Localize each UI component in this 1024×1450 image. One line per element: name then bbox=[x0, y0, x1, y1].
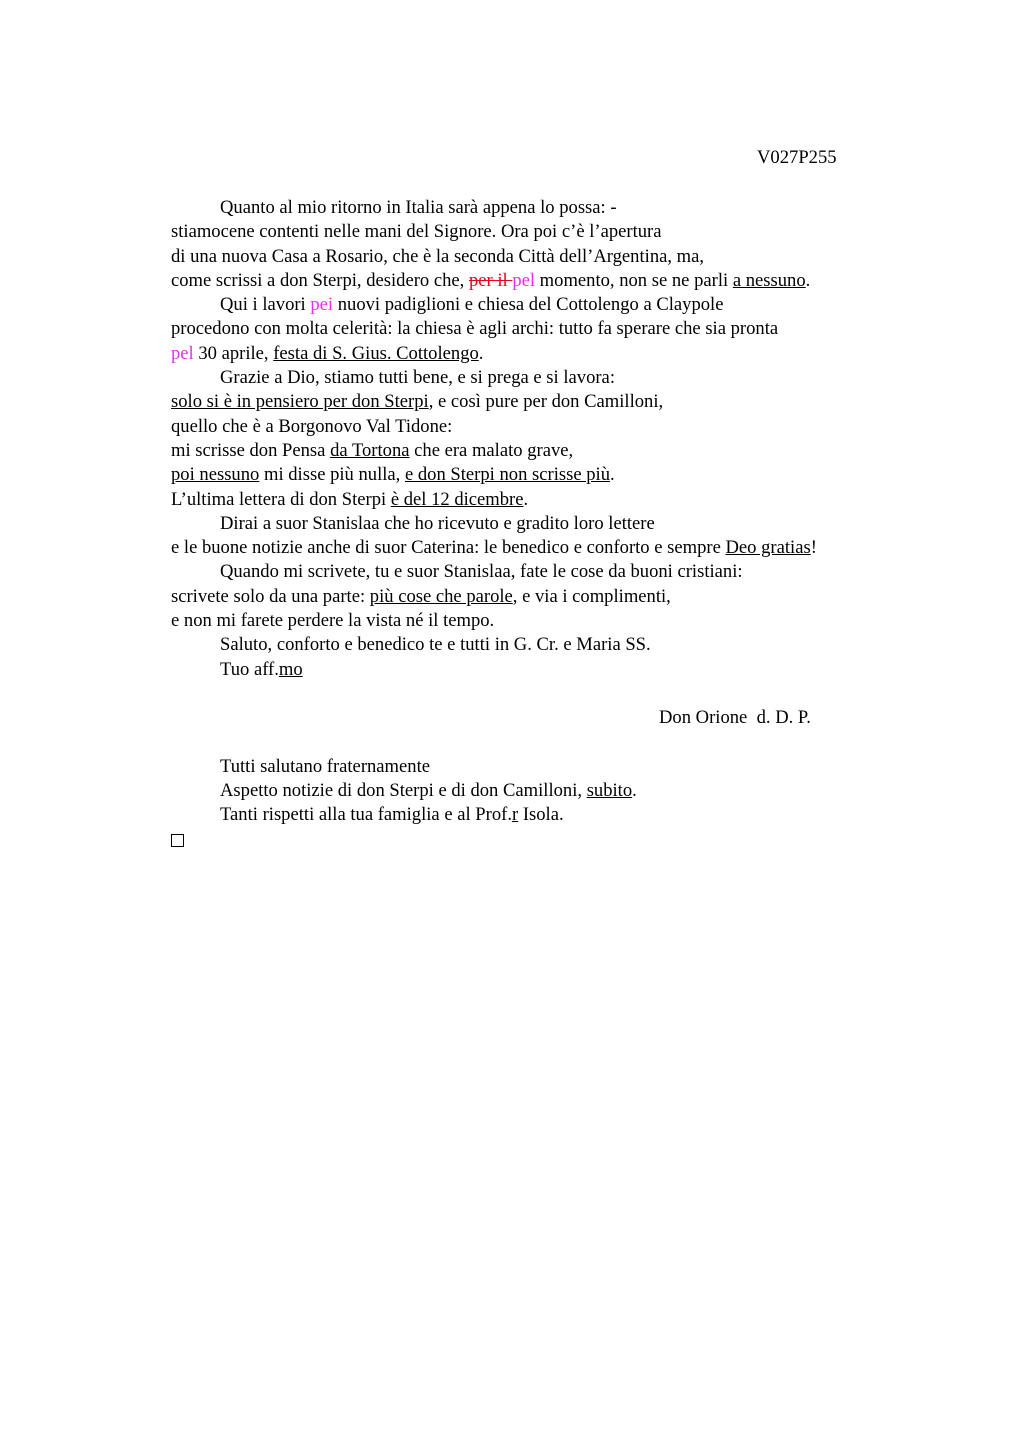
spacer bbox=[171, 682, 911, 706]
letter-line bbox=[171, 196, 911, 220]
text-run: Isola. bbox=[518, 804, 564, 826]
text-run: Tanti rispetti alla tua famiglia e al Prof. bbox=[220, 804, 512, 826]
underlined-text: Deo gratias bbox=[725, 537, 811, 559]
text-run: ! bbox=[810, 537, 817, 559]
text-run: e non mi farete perdere la vista né il tempo. bbox=[171, 610, 495, 632]
text-run: Tutti salutano fraternamente bbox=[220, 755, 430, 777]
letter-line bbox=[171, 366, 911, 390]
document-reference: V027P255 bbox=[757, 147, 837, 168]
end-marker-box-icon bbox=[171, 834, 184, 847]
text-run: procedono con molta celerità: la chiesa è agli archi: tutto fa sperare che sia pronta bbox=[171, 318, 779, 340]
text-run: . bbox=[523, 488, 529, 510]
text-run: , e così pure per don Camilloni, bbox=[428, 391, 664, 413]
underlined-text: subito bbox=[586, 780, 633, 802]
letter-line bbox=[171, 536, 911, 560]
text-run: . bbox=[632, 780, 637, 802]
inserted-text: pel bbox=[171, 342, 194, 364]
text-run: , e via i complimenti, bbox=[512, 585, 671, 607]
underlined-text: a nessuno bbox=[732, 269, 806, 291]
underlined-text: e don Sterpi non scrisse più bbox=[404, 464, 611, 486]
text-run: 30 aprile, bbox=[193, 342, 274, 364]
letter-body bbox=[171, 196, 911, 847]
postscript-line bbox=[171, 779, 911, 803]
letter-line bbox=[171, 245, 911, 269]
letter-line bbox=[171, 439, 911, 463]
inserted-text: pel bbox=[512, 269, 536, 291]
text-run: mi scrisse don Pensa bbox=[171, 439, 331, 461]
underlined-text: da Tortona bbox=[330, 439, 410, 461]
text-run: Tuo aff. bbox=[220, 658, 279, 680]
letter-line bbox=[171, 488, 911, 512]
letter-line bbox=[171, 415, 911, 439]
letter-line bbox=[171, 560, 911, 584]
text-run: Quando mi scrivete, tu e suor Stanislaa, fate le cose da buoni cristiani: bbox=[220, 561, 743, 583]
text-run: Grazie a Dio, stiamo tutti bene, e si prega e si lavora: bbox=[220, 367, 615, 389]
underlined-text: è del 12 dicembre bbox=[390, 488, 524, 510]
letter-line bbox=[171, 342, 911, 366]
letter-line bbox=[171, 585, 911, 609]
text-run: nuovi padiglioni e chiesa del Cottolengo a Claypole bbox=[333, 294, 724, 316]
text-run: Quanto al mio ritorno in Italia sarà appena lo possa: - bbox=[220, 197, 617, 218]
letter-line bbox=[171, 390, 911, 414]
text-run: di una nuova Casa a Rosario, che è la seconda Città dell’Argentina, ma, bbox=[171, 245, 705, 267]
letter-line bbox=[171, 293, 911, 317]
text-run: mi disse più nulla, bbox=[259, 464, 405, 486]
letter-line bbox=[171, 633, 911, 657]
text-run: . bbox=[805, 269, 811, 291]
underlined-text: più cose che parole bbox=[369, 585, 513, 607]
inserted-text: pei bbox=[310, 294, 334, 316]
text-run: stiamocene contenti nelle mani del Signore. Ora poi c’è l’apertura bbox=[171, 221, 662, 243]
text-run: quello che è a Borgonovo Val Tidone: bbox=[171, 415, 453, 437]
letter-line bbox=[171, 269, 911, 293]
text-run: Qui i lavori bbox=[220, 294, 311, 316]
postscript-line bbox=[171, 803, 911, 827]
letter-line bbox=[171, 220, 911, 244]
spacer bbox=[171, 731, 911, 755]
underlined-text: mo bbox=[278, 658, 303, 680]
underlined-text: festa di S. Gius. Cottolengo bbox=[273, 342, 479, 364]
text-run: come scrissi a don Sterpi, desidero che, bbox=[171, 269, 469, 291]
underlined-text: poi nessuno bbox=[171, 464, 260, 486]
letter-line bbox=[171, 512, 911, 536]
text-run: L’ultima lettera di don Sterpi bbox=[171, 488, 391, 510]
text-run: Aspetto notizie di don Sterpi e di don Camilloni, bbox=[220, 780, 587, 802]
text-run: Saluto, conforto e benedico te e tutti in G. Cr. e Maria SS. bbox=[220, 634, 651, 656]
underlined-text: r bbox=[511, 804, 519, 826]
text-run: . bbox=[610, 464, 615, 486]
text-run: che era malato grave, bbox=[409, 439, 574, 461]
text-run: momento, non se ne parli bbox=[535, 269, 733, 291]
text-run: scrivete solo da una parte: bbox=[171, 585, 370, 607]
deleted-text: per il bbox=[468, 269, 513, 291]
letter-line bbox=[171, 463, 911, 487]
letter-line bbox=[171, 317, 911, 341]
signature: Don Orione d. D. P. bbox=[659, 707, 811, 729]
text-run: Dirai a suor Stanislaa che ho ricevuto e gradito loro lettere bbox=[220, 512, 655, 534]
closing-line bbox=[171, 658, 911, 682]
underlined-text: solo si è in pensiero per don Sterpi bbox=[171, 391, 429, 413]
text-run: e le buone notizie anche di suor Caterina: le benedico e conforto e sempre bbox=[171, 537, 726, 559]
postscript-line bbox=[171, 755, 911, 779]
text-run: . bbox=[478, 342, 484, 364]
letter-line bbox=[171, 609, 911, 633]
